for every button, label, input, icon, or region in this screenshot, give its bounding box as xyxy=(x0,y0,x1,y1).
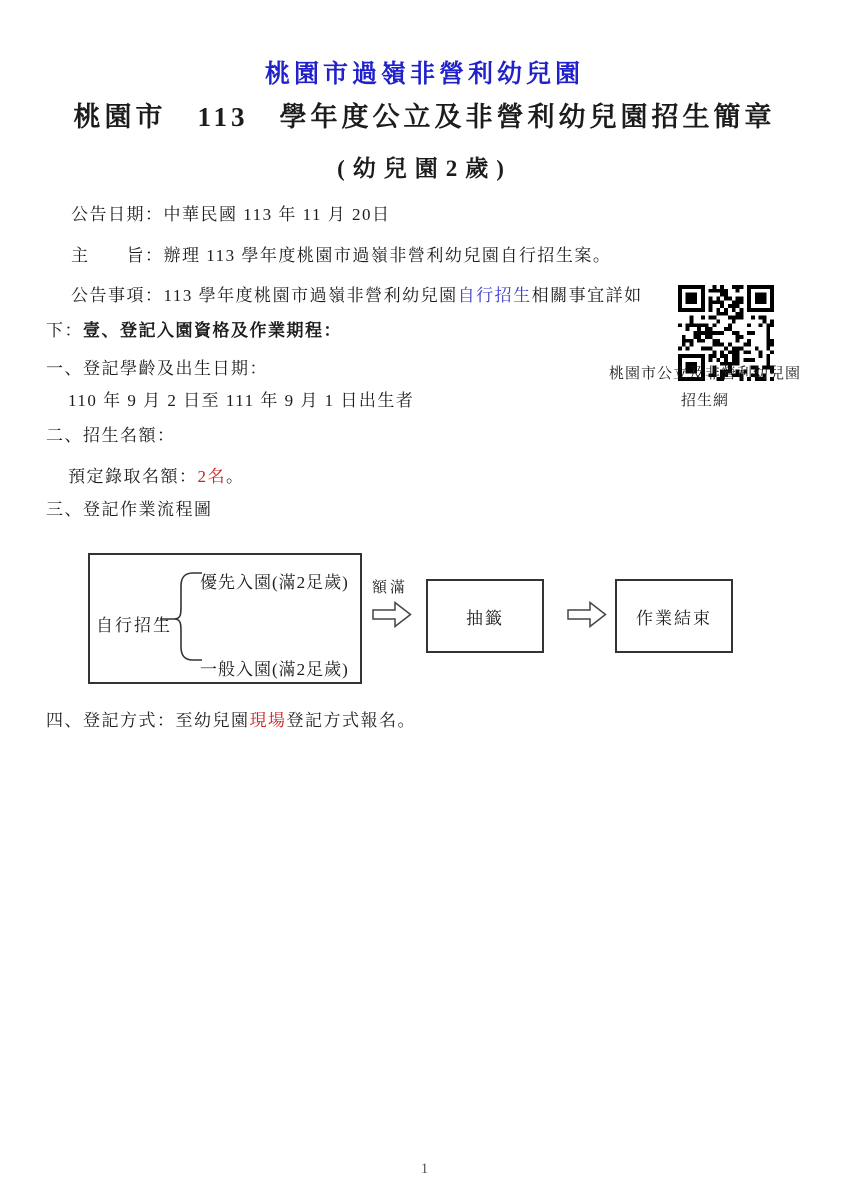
continuation-line xyxy=(46,321,342,341)
notice-line xyxy=(71,286,643,306)
quota-suffix: 。 xyxy=(226,467,245,486)
registration-suffix: 登記方式報名。 xyxy=(286,711,416,730)
section-3-heading: 三、登記作業流程圖 xyxy=(46,500,213,519)
section-2-body xyxy=(68,467,245,487)
flowchart-end-box xyxy=(615,579,733,653)
qr-code xyxy=(662,267,758,363)
flowchart-arrow1-icon xyxy=(372,601,412,628)
flowchart-branch-priority: 優先入園(滿2足歲) xyxy=(200,573,349,592)
section-one-heading: 壹、登記入園資格及作業期程： xyxy=(83,321,342,340)
quota-highlight: 2名 xyxy=(197,467,226,486)
qr-caption-line2: 招生網 xyxy=(680,393,729,409)
subtitle: (幼兒園2歲) xyxy=(337,156,512,181)
flowchart-lottery-label: 抽籤 xyxy=(466,608,504,628)
notice-prefix: 公告事項：113 學年度桃園市過嶺非營利幼兒園 xyxy=(71,286,458,305)
continuation-prefix: 下： xyxy=(46,321,83,340)
school-title: 桃園市過嶺非營利幼兒園 xyxy=(264,61,584,88)
flowchart-arrow1-label: 額滿 xyxy=(372,580,409,596)
section-1-heading: 一、登記學齡及出生日期： xyxy=(46,359,268,378)
announcement-date-line: 公告日期：中華民國 113 年 11 月 20日 xyxy=(71,205,391,224)
section-2-heading: 二、招生名額： xyxy=(46,426,176,445)
section-4-line xyxy=(46,711,416,731)
qr-caption-line1: 桃園市公立及非營利幼兒園 xyxy=(608,366,801,382)
notice-suffix: 相關事宜詳如 xyxy=(531,286,643,305)
section-1-body: 110 年 9 月 2 日至 111 年 9 月 1 日出生者 xyxy=(68,391,415,410)
subject-line: 主 旨：辦理 113 學年度桃園市過嶺非營利幼兒園自行招生案。 xyxy=(71,246,612,265)
registration-highlight-onsite: 現場 xyxy=(249,711,287,730)
flowchart-branch-general: 一般入園(滿2足歲) xyxy=(200,660,349,679)
notice-highlight-self-enrollment: 自行招生 xyxy=(457,286,532,305)
flowchart-lottery-box xyxy=(426,579,544,653)
flowchart-end-label: 作業結束 xyxy=(636,608,712,628)
main-title: 桃園市 113 學年度公立及非營利幼兒園招生簡章 xyxy=(73,102,776,132)
flowchart-source-label: 自行招生 xyxy=(96,616,172,635)
page-number: 1 xyxy=(420,1161,429,1177)
registration-prefix: 四、登記方式：至幼兒園 xyxy=(46,711,250,730)
flowchart-arrow2-icon xyxy=(567,601,607,628)
flowchart-source-box xyxy=(88,553,362,684)
flowchart-brace-connector xyxy=(156,555,206,682)
quota-prefix: 預定錄取名額： xyxy=(68,467,198,486)
